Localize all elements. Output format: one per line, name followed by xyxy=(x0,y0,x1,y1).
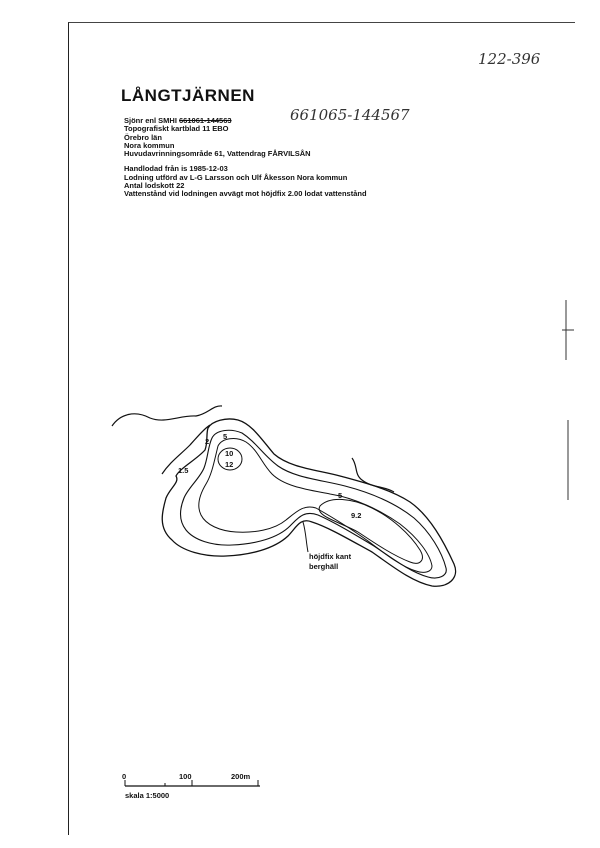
depth-label-12: 12 xyxy=(225,460,234,469)
depth-label-2: 2 xyxy=(205,437,210,446)
metadata-line-surveyors: Lodning utförd av L-G Larsson och Ulf Åkesson Nora kommun xyxy=(124,172,348,182)
depth-label-9-2: 9.2 xyxy=(351,511,362,520)
metadata-line-survey-date: Handlodad från is 1985-12-03 xyxy=(124,164,228,174)
scale-text: skala 1:5000 xyxy=(125,791,170,800)
shoreline-right xyxy=(352,458,394,492)
edge-marks xyxy=(562,300,574,500)
benchmark-leader xyxy=(303,522,308,552)
benchmark-label-edge: höjdfix kant xyxy=(309,552,352,561)
shoreline-upper xyxy=(112,406,222,426)
struck-lake-number: 661061-144563 xyxy=(179,116,232,125)
metadata-line-county: Örebro län xyxy=(124,132,162,142)
depth-label-1-5: 1.5 xyxy=(178,466,189,475)
scale-tick-100: 100 xyxy=(179,772,192,781)
metadata-line-lake-number: Sjönr enl SMHI 661061-144563 xyxy=(124,116,232,125)
scale-tick-200: 200m xyxy=(231,772,251,781)
handwritten-coordinates: 661065-144567 xyxy=(290,106,410,124)
depth-label-5-west: 5 xyxy=(223,432,228,441)
metadata-line-municipality: Nora kommun xyxy=(124,140,175,150)
depth-label-5-east: 5 xyxy=(338,491,343,500)
metadata-line-catchment: Huvudavrinningsområde 61, Vattendrag FÅRVILSÅN xyxy=(124,149,311,159)
lake-title: LÅNGTJÄRNEN xyxy=(121,86,255,105)
metadata-line-sounding-count: Antal lodskott 22 xyxy=(124,181,185,191)
reference-number: 122-396 xyxy=(478,50,541,68)
metadata-line-map-sheet: Topografiskt kartblad 11 EBO xyxy=(124,124,229,134)
scale-tick-0: 0 xyxy=(122,772,127,781)
benchmark-label-rock: berghäll xyxy=(309,562,339,571)
metadata-line-water-level: Vattenstånd vid lodningen avvägt mot höjdfix 2.00 lodat vattenstånd xyxy=(124,189,367,199)
depth-label-10: 10 xyxy=(225,449,234,458)
